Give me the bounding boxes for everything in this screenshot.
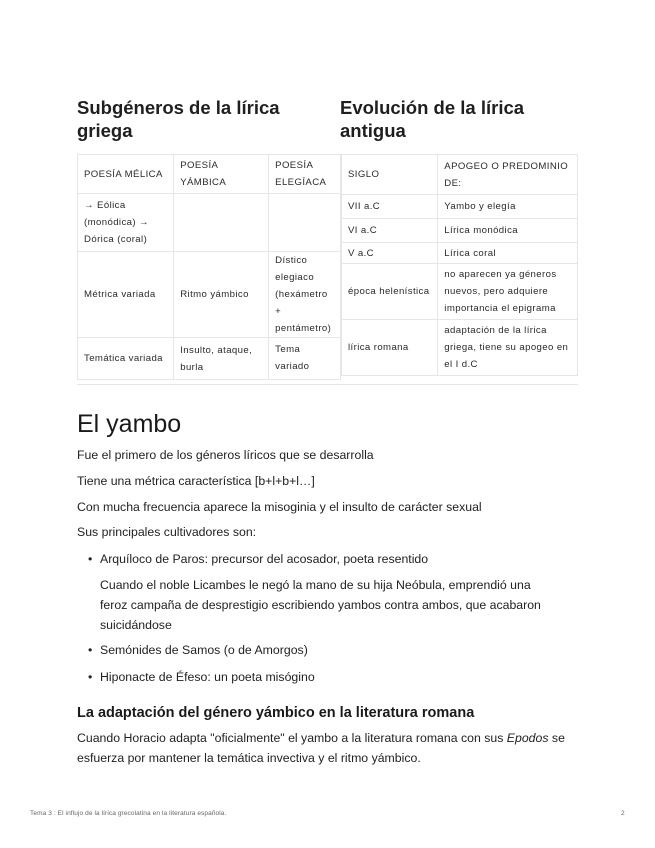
table-cell: VI a.C [342, 219, 438, 243]
bullet-icon: • [88, 552, 93, 566]
header-cell: POESÍA YÁMBICA [174, 155, 269, 194]
evolution-title: Evolución de la lírica antigua [340, 97, 525, 141]
header-cell: POESÍA MÉLICA [78, 155, 174, 194]
table-cell: → Eólica (monódica) → Dórica (coral) [78, 194, 174, 252]
table-row [78, 194, 341, 252]
table-cell: Yambo y elegía [438, 195, 578, 219]
table-cell: lírica romana [342, 320, 438, 376]
list-item [88, 549, 429, 569]
paragraph: Fue el primero de los géneros líricos que se desarrolla [77, 448, 374, 462]
bullet-icon: • [88, 670, 93, 684]
emphasized-title: Epodos [506, 731, 549, 745]
list-item-text: Arquíloco de Paros: precursor del acosador, poeta resentido [100, 552, 429, 566]
table-cell: Ritmo yámbico [174, 252, 269, 338]
evolution-table [341, 154, 578, 376]
table-row [342, 320, 578, 376]
table-cell: Tema variado [269, 338, 341, 380]
paragraph: Con mucha frecuencia aparece la misoginia y el insulto de carácter sexual [77, 500, 482, 514]
table-cell: V a.C [342, 243, 438, 264]
table-cell: Lírica coral [438, 243, 578, 264]
table-cell: adaptación de la lírica griega, tiene su apogeo en el I d.C [438, 320, 578, 376]
table-cell: Temática variada [78, 338, 174, 380]
paragraph-text: se esfuerza por mantener la temática invectiva y el ritmo yámbico. [77, 731, 565, 765]
table-row [342, 219, 578, 243]
subgenres-title: Subgéneros de la lírica griega [77, 97, 280, 141]
page-number: 2 [621, 810, 625, 817]
table-cell [269, 194, 341, 252]
table-cell: no aparecen ya géneros nuevos, pero adquiere importancia el epigrama [438, 264, 578, 320]
table-header-row [342, 155, 578, 195]
table-row [78, 252, 341, 338]
section-heading: El yambo [77, 410, 182, 438]
bullet-icon: • [88, 643, 93, 657]
footer-text: Tema 3 : El influjo de la lírica grecolatina en la literatura española. [30, 810, 227, 817]
header-cell: SIGLO [342, 155, 438, 195]
table-row [342, 243, 578, 264]
paragraph: Sus principales cultivadores son: [77, 525, 257, 539]
list-item [88, 640, 308, 660]
table-row [342, 264, 578, 320]
section-divider [77, 384, 578, 385]
table-cell: Dístico elegiaco (hexámetro + pentámetro) [269, 252, 341, 338]
subsection-heading: La adaptación del género yámbico en la literatura romana [77, 705, 475, 721]
table-cell: Lírica monódica [438, 219, 578, 243]
table-cell: Métrica variada [78, 252, 174, 338]
table-cell: Insulto, ataque, burla [174, 338, 269, 380]
paragraph-text: Cuando Horacio adapta "oficialmente" el yambo a la literatura romana con sus [77, 731, 507, 745]
list-item-text: Semónides de Samos (o de Amorgos) [100, 643, 308, 657]
header-cell: APOGEO O PREDOMINIO DE: [438, 155, 578, 195]
list-item-text: Hiponacte de Éfeso: un poeta misógino [100, 670, 315, 684]
list-item-detail: Cuando el noble Licambes le negó la mano de su hija Neóbula, emprendió una feroz campaña de desprestigio escribiendo yambos contra ambos, que acabaron suicidándose [100, 578, 541, 632]
paragraph [77, 728, 577, 768]
list-item [88, 667, 315, 687]
table-cell [174, 194, 269, 252]
table-cell: época helenística [342, 264, 438, 320]
table-header-row [78, 155, 341, 194]
subgenres-table [77, 154, 341, 380]
paragraph: Tiene una métrica característica [b+l+b+l…] [77, 474, 315, 488]
table-row [78, 338, 341, 380]
table-row [342, 195, 578, 219]
table-cell: VII a.C [342, 195, 438, 219]
header-cell: POESÍA ELEGÍACA [269, 155, 341, 194]
